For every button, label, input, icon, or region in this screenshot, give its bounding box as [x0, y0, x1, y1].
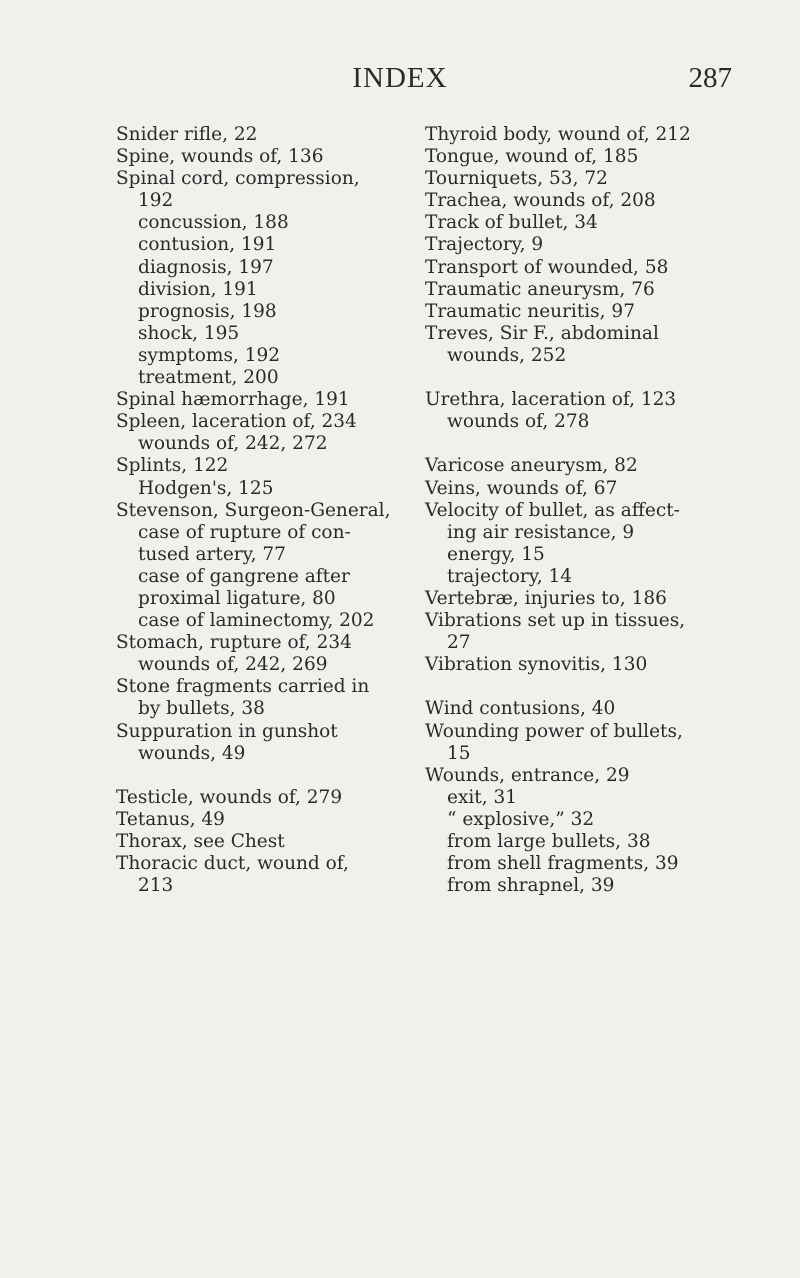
index-subentry: wounds of, 242, 269	[138, 654, 328, 676]
index-subentry: 27	[447, 632, 471, 654]
index-subentry: case of gangrene after	[138, 565, 350, 587]
index-entry: Varicose aneurysm, 82	[425, 455, 638, 477]
index-subentry: 192	[138, 190, 174, 212]
index-entry: Urethra, laceration of, 123	[425, 389, 677, 411]
index-subentry: wounds of, 278	[447, 411, 590, 433]
index-entry: Vertebræ, injuries to, 186	[425, 587, 667, 609]
index-spacer	[425, 367, 765, 389]
index-subentry: contusion, 191	[138, 234, 277, 256]
index-entry: Spine, wounds of, 136	[116, 146, 324, 168]
index-column-right	[425, 124, 765, 897]
index-entry: Stevenson, Surgeon-General,	[116, 499, 391, 521]
index-subentry: ing air resistance, 9	[447, 521, 635, 543]
page-header	[0, 60, 800, 100]
index-entry: Testicle, wounds of, 279	[116, 786, 343, 808]
index-subentry: from shell fragments, 39	[447, 853, 679, 875]
index-subentry: 213	[138, 875, 174, 897]
page-title: INDEX	[352, 62, 448, 94]
index-subentry: “ explosive,” 32	[447, 808, 595, 830]
index-subentry: symptoms, 192	[138, 344, 281, 366]
index-entry: Track of bullet, 34	[425, 212, 598, 234]
index-subentry: Hodgen's, 125	[138, 477, 274, 499]
index-subentry: by bullets, 38	[138, 698, 265, 720]
index-subentry: wounds, 252	[447, 344, 567, 366]
index-entry: Veins, wounds of, 67	[425, 477, 618, 499]
index-subentry: proximal ligature, 80	[138, 587, 336, 609]
index-entry: Thorax, see Chest	[116, 831, 285, 852]
index-subentry: wounds, 49	[138, 742, 246, 764]
index-entry: Tetanus, 49	[116, 808, 225, 830]
index-spacer	[425, 433, 765, 455]
index-entry: Tongue, wound of, 185	[425, 146, 639, 168]
index-entry: Stone fragments carried in	[116, 676, 370, 698]
index-subentry: from shrapnel, 39	[447, 875, 615, 897]
index-entry: Treves, Sir F., abdominal	[425, 322, 659, 344]
index-subentry: tused artery, 77	[138, 543, 286, 565]
index-entry: Vibrations set up in tissues,	[425, 610, 686, 632]
index-subentry: diagnosis, 197	[138, 256, 274, 278]
index-entry: Spinal cord, compression,	[116, 168, 360, 190]
index-entry: Wind contusions, 40	[425, 698, 616, 720]
index-subentry: trajectory, 14	[447, 565, 573, 587]
index-spacer	[425, 676, 765, 698]
index-entry: Velocity of bullet, as affect-	[425, 499, 680, 521]
index-entry: Traumatic neuritis, 97	[425, 300, 635, 322]
index-subentry: energy, 15	[447, 543, 545, 565]
index-subentry: from large bullets, 38	[447, 831, 651, 852]
index-entry: Vibration synovitis, 130	[425, 654, 648, 676]
index-spacer	[116, 765, 456, 787]
index-entry: Trajectory, 9	[425, 234, 544, 256]
index-entry: Spinal hæmorrhage, 191	[116, 389, 350, 411]
index-entry: Snider rifle, 22	[116, 124, 258, 145]
index-entry: Thoracic duct, wound of,	[116, 853, 349, 875]
index-subentry: shock, 195	[138, 322, 240, 344]
index-subentry: exit, 31	[447, 786, 518, 808]
index-entry: Splints, 122	[116, 455, 229, 477]
index-subentry: 15	[447, 742, 471, 764]
index-column-left	[116, 124, 456, 897]
index-entry: Trachea, wounds of, 208	[425, 190, 656, 212]
index-subentry: division, 191	[138, 278, 258, 300]
index-subentry: case of laminectomy, 202	[138, 610, 375, 632]
index-entry: Traumatic aneurysm, 76	[425, 278, 655, 300]
index-subentry: wounds of, 242, 272	[138, 433, 328, 455]
index-entry: Thyroid body, wound of, 212	[425, 124, 691, 145]
index-subentry: prognosis, 198	[138, 300, 277, 322]
index-entry: Wounds, entrance, 29	[425, 764, 630, 786]
index-entry: Stomach, rupture of, 234	[116, 632, 352, 654]
index-entry: Tourniquets, 53, 72	[425, 168, 608, 190]
index-entry: Transport of wounded, 58	[425, 256, 669, 278]
index-subentry: treatment, 200	[138, 367, 279, 389]
page-number: 287	[688, 62, 732, 94]
index-subentry: concussion, 188	[138, 212, 289, 234]
index-subentry: case of rupture of con-	[138, 521, 351, 543]
index-entry: Suppuration in gunshot	[116, 720, 338, 742]
index-entry: Spleen, laceration of, 234	[116, 411, 357, 433]
index-entry: Wounding power of bullets,	[425, 720, 683, 742]
